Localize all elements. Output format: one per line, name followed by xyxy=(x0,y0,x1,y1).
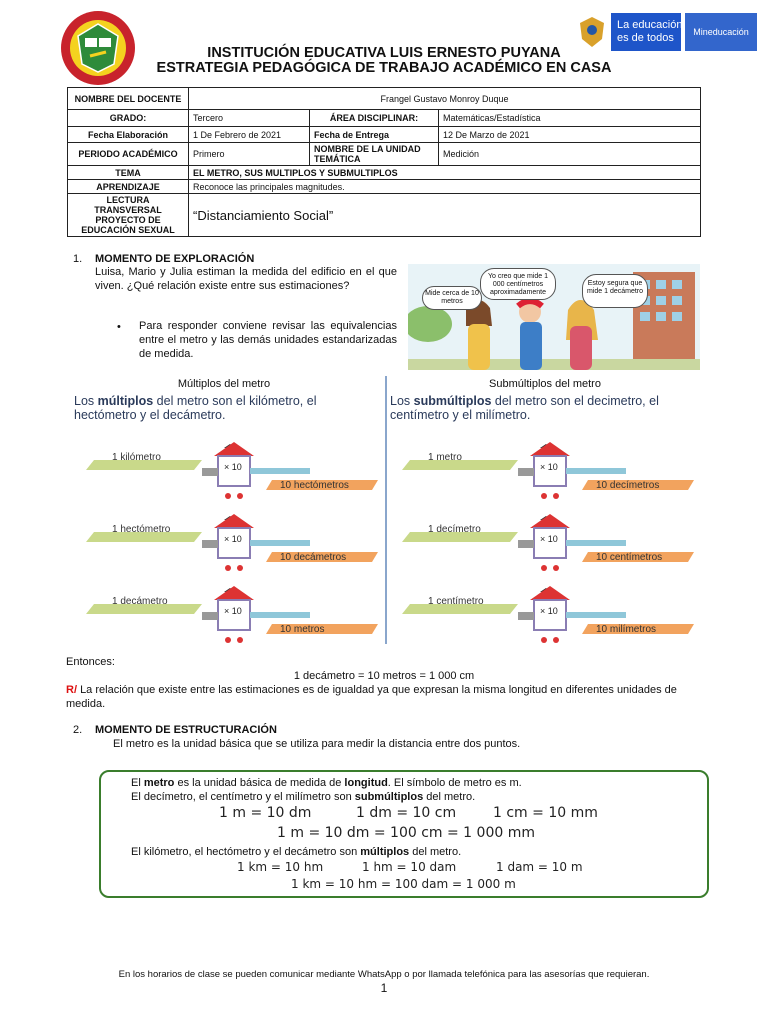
unidad-value: Medición xyxy=(439,143,701,166)
multiples-row xyxy=(82,512,382,582)
box-line2: El decímetro, el centímetro y el milímetro son submúltiplos del metro. xyxy=(131,791,476,803)
submultiples-right-label: 10 centímetros xyxy=(596,552,663,563)
speech-bubble-julia: Estoy segura que mide 1 decámetro xyxy=(582,274,648,308)
coat-of-arms-icon xyxy=(577,15,607,49)
fecha-elaboracion-value: 1 De Febrero de 2021 xyxy=(189,127,310,143)
eq-m-full: 1 m = 10 dm = 100 cm = 1 000 mm xyxy=(277,825,535,841)
submultiples-row xyxy=(398,512,698,582)
section1-bullet: Para responder conviene revisar las equivalencias entre el metro y las demás unidades estandarizadas de medida. xyxy=(139,320,397,360)
grado-value: Tercero xyxy=(189,110,310,127)
submultiples-factor: × 10 xyxy=(540,534,558,544)
section1-number: 1. xyxy=(73,253,83,265)
area-value: Matemáticas/Estadística xyxy=(439,110,701,127)
aprendizaje-label: APRENDIZAJE xyxy=(68,180,189,194)
eq-dam-m: 1 dam = 10 m xyxy=(496,860,583,874)
docente-label: NOMBRE DEL DOCENTE xyxy=(68,88,189,110)
submultiples-right-label: 10 milímetros xyxy=(596,624,657,635)
eq-dm-cm: 1 dm = 10 cm xyxy=(356,805,457,821)
box-line1: El metro es la unidad básica de medida de longitud. El símbolo de metro es m. xyxy=(131,777,522,789)
r-label: R/ xyxy=(66,684,77,696)
tema-label: TEMA xyxy=(68,166,189,180)
entonces-label: Entonces: xyxy=(66,656,115,668)
section2-number: 2. xyxy=(73,724,83,736)
gov-slogan-line1: La educación xyxy=(617,19,683,31)
multiples-left-label: 1 kilómetro xyxy=(112,452,161,463)
lectura-label: LECTURA TRANSVERSAL PROYECTO DE EDUCACIÓN SEXUAL xyxy=(68,194,189,237)
multiples-factor: × 10 xyxy=(224,462,242,472)
page-number: 1 xyxy=(380,981,388,995)
unidad-label: NOMBRE DE LA UNIDAD TEMÁTICA xyxy=(310,143,439,166)
submultiples-left-label: 1 decímetro xyxy=(428,524,481,535)
mineducacion-badge: Mineducación xyxy=(685,13,757,51)
submultiples-row xyxy=(398,440,698,510)
multiples-right-label: 10 metros xyxy=(280,624,325,635)
bullet-icon: • xyxy=(117,321,121,333)
eq-m-dm: 1 m = 10 dm xyxy=(219,805,312,821)
multiples-factor: × 10 xyxy=(224,534,242,544)
eq-km-full: 1 km = 10 hm = 100 dam = 1 000 m xyxy=(291,877,516,891)
multiples-left-label: 1 decámetro xyxy=(112,596,168,607)
submultiples-row xyxy=(398,584,698,654)
answer-paragraph xyxy=(66,683,702,711)
info-table xyxy=(67,87,701,237)
decametro-equation: 1 decámetro = 10 metros = 1 000 cm xyxy=(293,670,475,682)
periodo-value: Primero xyxy=(189,143,310,166)
submultiples-right-label: 10 decímetros xyxy=(596,480,660,491)
submultiples-factor: × 10 xyxy=(540,606,558,616)
lectura-value: “Distanciamiento Social” xyxy=(189,194,701,237)
submultiples-description: Los submúltiplos del metro son el decimetro, el centímetro y el milímetro. xyxy=(390,394,659,422)
fecha-elaboracion-label: Fecha Elaboración xyxy=(68,127,189,143)
aprendizaje-value: Reconoce las principales magnitudes. xyxy=(189,180,701,194)
multiples-right-label: 10 hectómetros xyxy=(280,480,349,491)
section1-paragraph: Luisa, Mario y Julia estiman la medida del edificio en el que viven. ¿Qué relación existe entre sus estimaciones? xyxy=(95,266,397,292)
answer-text: La relación que existe entre las estimaciones es de igualdad ya que expresan la misma longitud en diferentes unidades de medida. xyxy=(66,684,677,710)
docente-value: Frangel Gustavo Monroy Duque xyxy=(189,88,701,110)
eq-km-hm: 1 km = 10 hm xyxy=(237,860,324,874)
eq-hm-dam: 1 hm = 10 dam xyxy=(362,860,457,874)
section2-heading: MOMENTO DE ESTRUCTURACIÓN xyxy=(95,724,277,736)
children-illustration xyxy=(408,264,700,370)
grado-label: GRADO: xyxy=(68,110,189,127)
gov-slogan-line2: es de todos xyxy=(617,32,674,44)
submultiples-left-label: 1 metro xyxy=(428,452,462,463)
submultiples-factor: × 10 xyxy=(540,462,558,472)
submultiples-title: Submúltiplos del metro xyxy=(489,378,601,390)
submultiples-left-label: 1 centímetro xyxy=(428,596,484,607)
speech-bubble-luisa: Yo creo que mide 1 000 centímetros aproximadamente xyxy=(480,268,556,300)
box-line3: El kilómetro, el hectómetro y el decámetro son múltiplos del metro. xyxy=(131,846,462,858)
eq-cm-mm: 1 cm = 10 mm xyxy=(493,805,598,821)
multiples-description: Los múltiplos del metro son el kilómetro, el hectómetro y el decámetro. xyxy=(74,394,317,422)
periodo-label: PERIODO ACADÉMICO xyxy=(68,143,189,166)
section2-intro: El metro es la unidad básica que se utiliza para medir la distancia entre dos puntos. xyxy=(113,738,521,750)
multiples-factor: × 10 xyxy=(224,606,242,616)
section1-heading: MOMENTO DE EXPLORACIÓN xyxy=(95,253,255,265)
institution-title: INSTITUCIÓN EDUCATIVA LUIS ERNESTO PUYANA xyxy=(207,45,561,61)
fecha-entrega-label: Fecha de Entrega xyxy=(310,127,439,143)
multiples-row xyxy=(82,440,382,510)
footer-note: En los horarios de clase se pueden comunicar mediante WhatsApp o por llamada telefónica para las asesorías que requieran. xyxy=(118,969,650,980)
multiples-row xyxy=(82,584,382,654)
speech-bubble-mario: Mide cerca de 10 metros xyxy=(422,286,482,310)
tema-value: EL METRO, SUS MULTIPLOS Y SUBMULTIPLOS xyxy=(189,166,701,180)
multiples-left-label: 1 hectómetro xyxy=(112,524,171,535)
multiples-right-label: 10 decámetros xyxy=(280,552,347,563)
panel-divider xyxy=(385,376,387,644)
multiples-title: Múltiplos del metro xyxy=(177,378,271,390)
strategy-title: ESTRATEGIA PEDAGÓGICA DE TRABAJO ACADÉMICO EN CASA xyxy=(156,60,612,76)
fecha-entrega-value: 12 De Marzo de 2021 xyxy=(439,127,701,143)
area-label: ÁREA DISCIPLINAR: xyxy=(310,110,439,127)
